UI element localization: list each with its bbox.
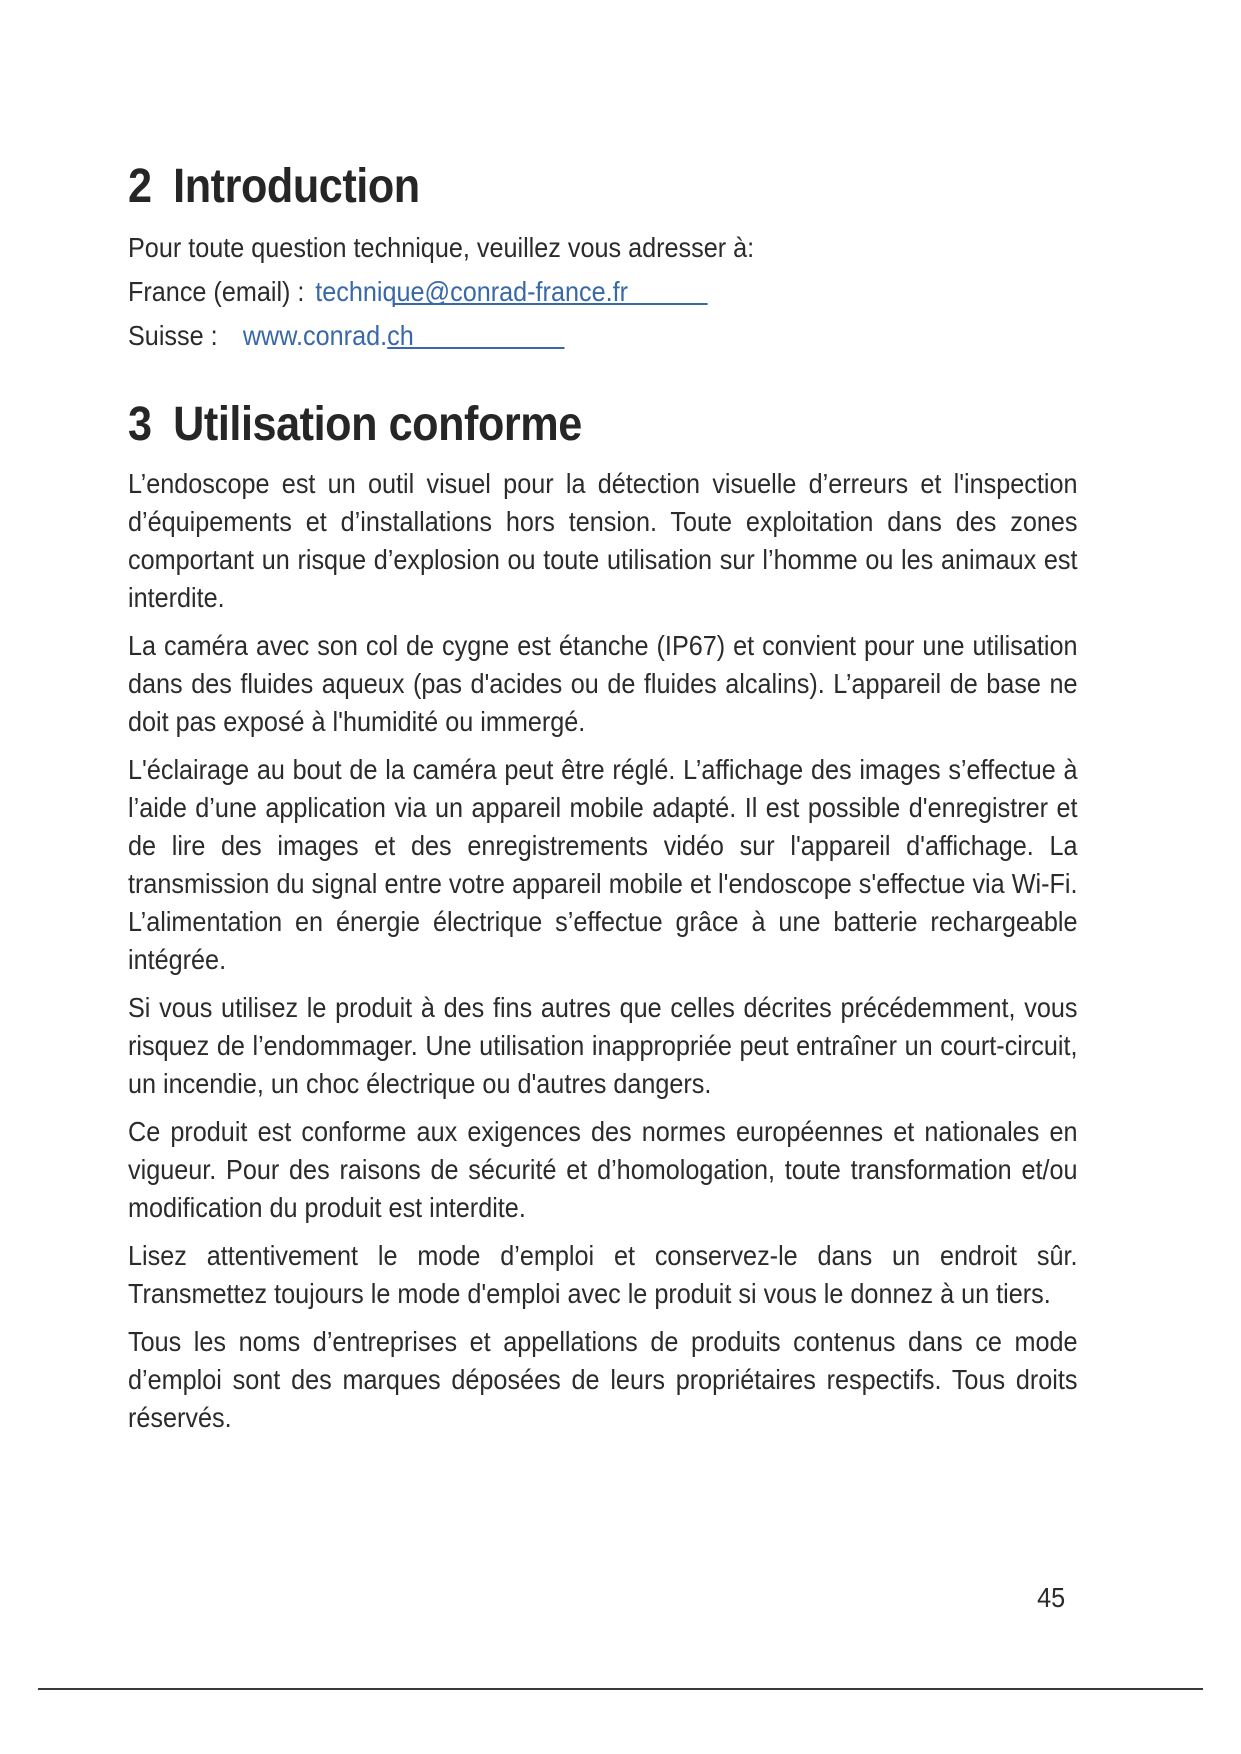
section-number: 2 [128, 160, 152, 213]
section-number: 3 [128, 397, 152, 451]
contact-france-label: France (email) : [128, 275, 305, 307]
section-utilisation-conforme [128, 396, 1078, 1438]
paragraph-read-manual: Lisez attentivement le mode d’emploi et conservez-le dans un endroit sûr. Transmettez toujours le mode d'emploi avec le produit si vous le donnez à un tiers. [128, 1240, 1078, 1310]
section-heading-introduction [128, 158, 983, 216]
contact-suisse-label: Suisse : [128, 319, 218, 351]
paragraph-waterproof: La caméra avec son col de cygne est étanche (IP67) et convient pour une utilisation dans des fluides aqueux (pas d'acides ou de fluides alcalins). L’appareil de base ne doit pas exposé à l'humidité ou immergé. [128, 630, 1078, 738]
contact-lead: Pour toute question technique, veuillez vous adresser à: [128, 231, 755, 263]
contact-france-email-link[interactable]: technique@conrad-france.fr [315, 275, 628, 307]
paragraph-conformity: Ce produit est conforme aux exigences des normes européennes et nationales en vigueur. Pour des raisons de sécurité et d’homologation, toute transformation et/ou modification du produit est interdite. [128, 1116, 1078, 1224]
section-heading-utilisation [128, 396, 983, 454]
contact-suisse-web-link[interactable]: www.conrad.ch [242, 319, 414, 351]
section-title: Utilisation conforme [173, 397, 582, 451]
section-introduction [128, 158, 1078, 358]
paragraph-trademarks: Tous les noms d’entreprises et appellations de produits contenus dans ce mode d’emploi sont des marques déposées de leurs propriétaires respectifs. Tous droits réservés. [128, 1326, 1078, 1434]
contact-suisse [128, 314, 983, 358]
footer-divider [38, 1688, 1203, 1690]
paragraph-misuse-warning: Si vous utilisez le produit à des fins autres que celles décrites précédemment, vous risquez de l’endommager. Une utilisation inappropriée peut entraîner un court-circuit, un incendie, un choc électrique ou d'autres dangers. [128, 992, 1078, 1100]
page-number: 45 [1036, 1582, 1065, 1613]
page-content [128, 158, 1078, 1447]
section-title: Introduction [173, 160, 420, 213]
contact-france [128, 270, 983, 314]
paragraph-display-wifi: L'éclairage au bout de la caméra peut être réglé. L’affichage des images s’effectue à l’aide d’une application via un appareil mobile adapté. Il est possible d'enregistrer et de lire des images et des enregistrements vidéo sur l'appareil d'affichage. La transmission du signal entre votre appareil mobile et l'endoscope s'effectue via Wi-Fi. L’alimentation en énergie électrique s’effectue grâce à une batterie rechargeable intégrée. [128, 754, 1078, 976]
paragraph-intended-use: L’endoscope est un outil visuel pour la détection visuelle d’erreurs et l'inspection d’équipements et d’installations hors tension. Toute exploitation dans des zones comportant un risque d’explosion ou toute utilisation sur l’homme ou les animaux est interdite. [128, 468, 1078, 614]
